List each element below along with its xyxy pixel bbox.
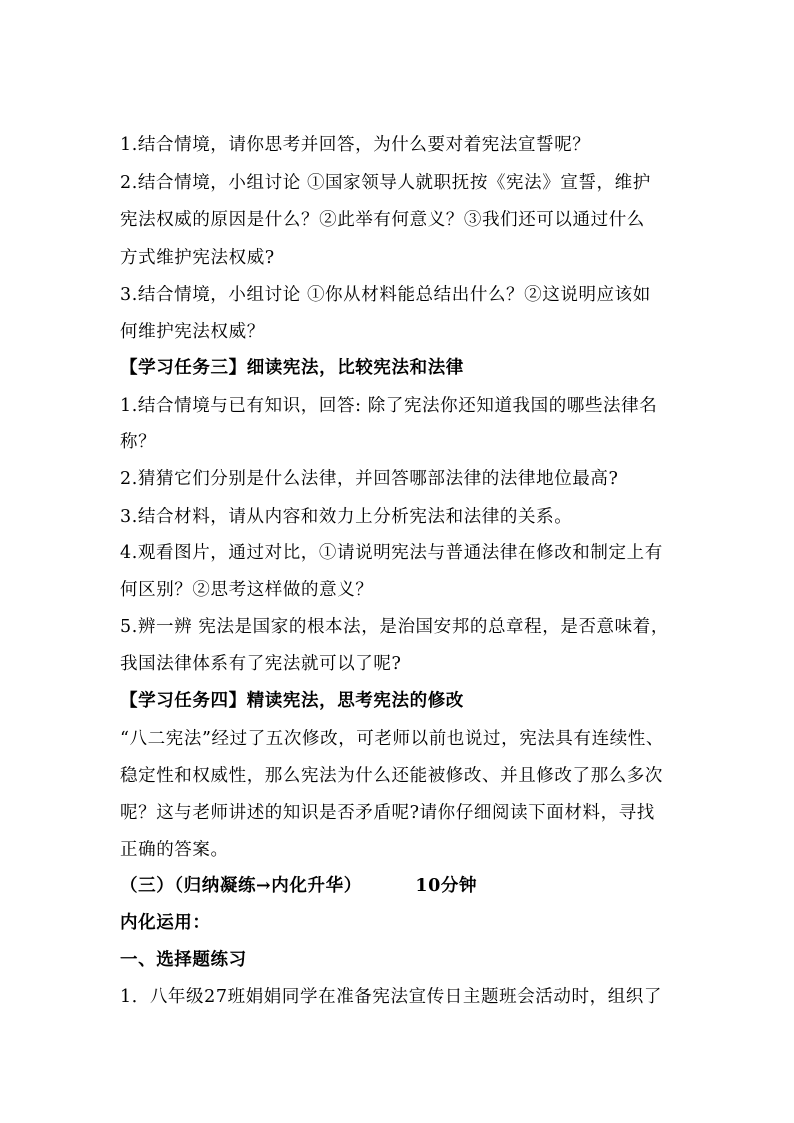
question-1-line1: 1．八年级27班娟娟同学在准备宪法宣传日主题班会活动时，组织了: [120, 987, 662, 1007]
paragraph-q3-line1: 3.结合情境，小组讨论 ①你从材料能总结出什么？②这说明应该如: [120, 285, 651, 305]
section-heading-task4: 【学习任务四】精读宪法，思考宪法的修改: [120, 691, 464, 711]
task3-q4-line2: 何区别？②思考这样做的意义？: [120, 580, 374, 600]
task3-q1-line2: 称？: [120, 432, 157, 452]
task4-paragraph-line3: 呢？这与老师讲述的知识是否矛盾呢?请你仔细阅读下面材料，寻找: [120, 803, 655, 823]
paragraph-q2-line2: 宪法权威的原因是什么？②此举有何意义？③我们还可以通过什么: [120, 210, 645, 230]
subheading-internalize: 内化运用：: [120, 913, 211, 933]
subheading-choice-practice: 一、选择题练习: [120, 950, 247, 970]
task3-q2: 2.猜猜它们分别是什么法律，并回答哪部法律的法律地位最高?: [120, 469, 619, 489]
task3-q1-line1: 1.结合情境与已有知识，回答: 除了宪法你还知道我国的哪些法律名: [120, 396, 658, 416]
task4-paragraph-line1: “八二宪法”经过了五次修改，可老师以前也说过，宪法具有连续性、: [120, 729, 664, 749]
paragraph-q3-line2: 何维护宪法权威？: [120, 322, 265, 342]
task3-q5-line2: 我国法律体系有了宪法就可以了呢?: [120, 654, 402, 674]
paragraph-q1: 1.结合情境，请你思考并回答，为什么要对着宪法宣誓呢？: [120, 135, 591, 155]
task4-paragraph-line4: 正确的答案。: [120, 840, 229, 860]
task3-q5-line1: 5.辨一辨 宪法是国家的根本法，是治国安邦的总章程，是否意味着，: [120, 617, 669, 637]
task3-q4-line1: 4.观看图片，通过对比，①请说明宪法与普通法律在修改和制定上有: [120, 543, 663, 563]
task4-paragraph-line2: 稳定性和权威性，那么宪法为什么还能被修改、并且修改了那么多次: [120, 766, 663, 786]
paragraph-q2-line1: 2.结合情境，小组讨论 ①国家领导人就职抚按《宪法》宣誓，维护: [120, 173, 651, 193]
paragraph-q2-line3: 方式维护宪法权威?: [120, 248, 275, 268]
section-heading-part3: （三）（归纳凝练→内化升华） 10分钟: [120, 876, 478, 896]
section-heading-task3: 【学习任务三】细读宪法，比较宪法和法律: [120, 358, 464, 378]
task3-q3: 3.结合材料，请从内容和效力上分析宪法和法律的关系。: [120, 507, 573, 527]
